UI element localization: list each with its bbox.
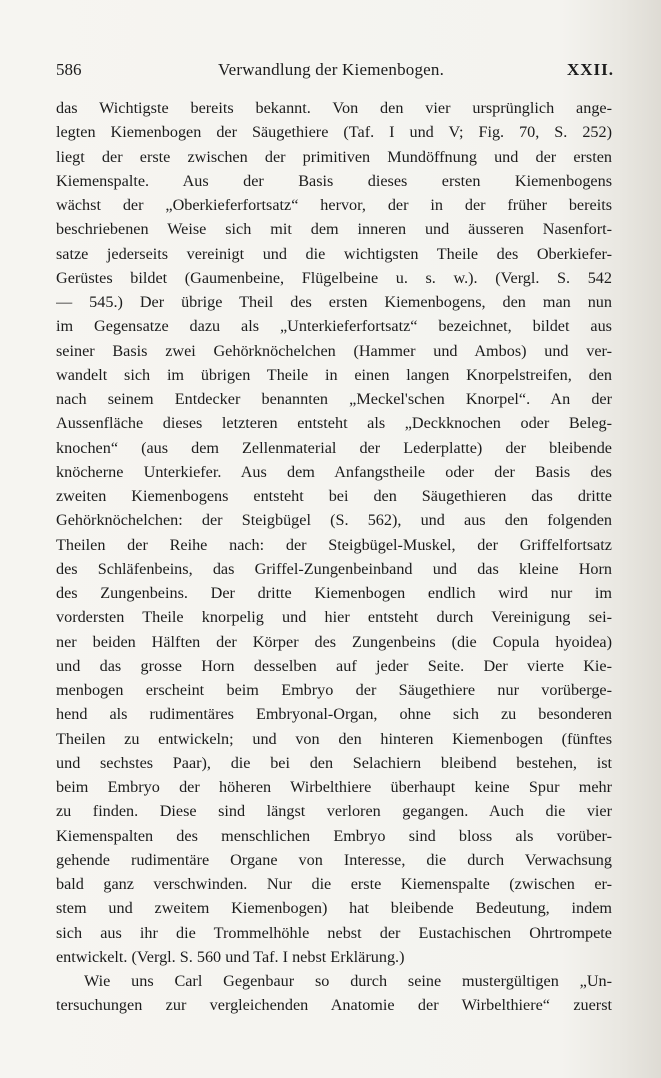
text-line: gehende rudimentäre Organe von Interesse, die durch Verwachsung <box>56 850 612 869</box>
text-line: entwickelt. (Vergl. S. 560 und Taf. I nebst Erklärung.) <box>56 947 405 966</box>
text-line: bald ganz verschwinden. Nur die erste Kiemenspalte (zwischen er- <box>56 875 612 893</box>
text-line: beim Embryo der höheren Wirbelthiere überhaupt keine Spur mehr <box>56 778 612 796</box>
text-line: und das grosse Horn desselben auf jeder Seite. Der vierte Kie- <box>56 656 612 675</box>
text-line: das Wichtigste bereits bekannt. Von den vier ursprünglich ange- <box>56 99 612 117</box>
body-text <box>56 96 612 1018</box>
text-line: menbogen erscheint beim Embryo der Säugethiere nur vorüberge- <box>56 681 612 699</box>
page-header <box>56 60 614 86</box>
text-line: Gehörknöchelchen: der Steigbügel (S. 562), und aus den folgenden <box>56 511 612 530</box>
text-line: ner beiden Hälften der Körper des Zungenbeins (die Copula hyoidea) <box>56 632 612 651</box>
text-line: wandelt sich im übrigen Theile in einen langen Knorpelstreifen, den <box>56 365 612 384</box>
text-line: seiner Basis zwei Gehörknöchelchen (Hammer und Ambos) und ver- <box>56 341 612 360</box>
text-line: sich aus ihr die Trommelhöhle nebst der Eustachischen Ohrtrompete <box>56 923 612 942</box>
text-line: knöcherne Unterkiefer. Aus dem Anfangstheile oder der Basis des <box>56 462 612 481</box>
text-line: des Schläfenbeins, das Griffel-Zungenbeinband und das kleine Horn <box>56 559 612 578</box>
text-line: hend als rudimentäres Embryonal-Organ, ohne sich zu besonderen <box>56 705 612 724</box>
text-line: nach seinem Entdecker benannten „Meckel'schen Knorpel“. An der <box>56 390 612 408</box>
text-line: Theilen der Reihe nach: der Steigbügel-Muskel, der Griffelfortsatz <box>56 535 612 554</box>
text-line: stem und zweitem Kiemenbogen) hat bleibende Bedeutung, indem <box>56 899 612 918</box>
text-line: Theilen zu entwickeln; und von den hinteren Kiemenbogen (fünftes <box>56 729 612 748</box>
text-line: tersuchungen zur vergleichenden Anatomie der Wirbelthiere“ zuerst <box>56 996 612 1015</box>
text-line: zu finden. Diese sind längst verloren gegangen. Auch die vier <box>56 802 612 821</box>
text-line: zweiten Kiemenbogens entsteht bei den Säugethieren das dritte <box>56 487 612 505</box>
text-line: knochen“ (aus dem Zellenmaterial der Lederplatte) der bleibende <box>56 438 612 457</box>
text-line: liegt der erste zwischen der primitiven Mundöffnung und der ersten <box>56 147 612 166</box>
text-line: legten Kiemenbogen der Säugethiere (Taf. I und V; Fig. 70, S. 252) <box>56 123 612 142</box>
chapter-number: XXII. <box>566 60 614 79</box>
text-line: des Zungenbeins. Der dritte Kiemenbogen endlich wird nur im <box>56 584 612 602</box>
text-line: Aussenfläche dieses letzteren entsteht als „Deckknochen oder Beleg- <box>56 414 612 433</box>
text-line: vordersten Theile knorpelig und hier entsteht durch Vereinigung sei- <box>56 608 612 627</box>
text-line: Kiemenspalte. Aus der Basis dieses ersten Kiemenbogens <box>56 171 612 190</box>
text-line: satze jederseits vereinigt und die wichtigsten Theile des Oberkiefer- <box>56 244 612 263</box>
text-line: Kiemenspalten des menschlichen Embryo sind bloss als vorüber- <box>56 826 612 845</box>
text-line: Gerüstes bildet (Gaumenbeine, Flügelbeine u. s. w.). (Vergl. S. 542 <box>56 268 612 287</box>
text-line: — 545.) Der übrige Theil des ersten Kiemenbogens, den man nun <box>56 293 612 311</box>
text-line: wächst der „Oberkieferfortsatz“ hervor, der in der früher bereits <box>56 196 612 214</box>
text-line: im Gegensatze dazu als „Unterkieferfortsatz“ bezeichnet, bildet aus <box>56 317 612 336</box>
text-line: Wie uns Carl Gegenbaur so durch seine mustergültigen „Un- <box>84 972 612 990</box>
page-number: 586 <box>56 60 82 79</box>
running-title: Verwandlung der Kiemenbogen. <box>218 60 445 79</box>
text-line: und sechstes Paar), die bei den Selachiern bleibend bestehen, ist <box>56 753 612 772</box>
text-line: beschriebenen Weise sich mit dem inneren und äusseren Nasenfort- <box>56 220 612 239</box>
